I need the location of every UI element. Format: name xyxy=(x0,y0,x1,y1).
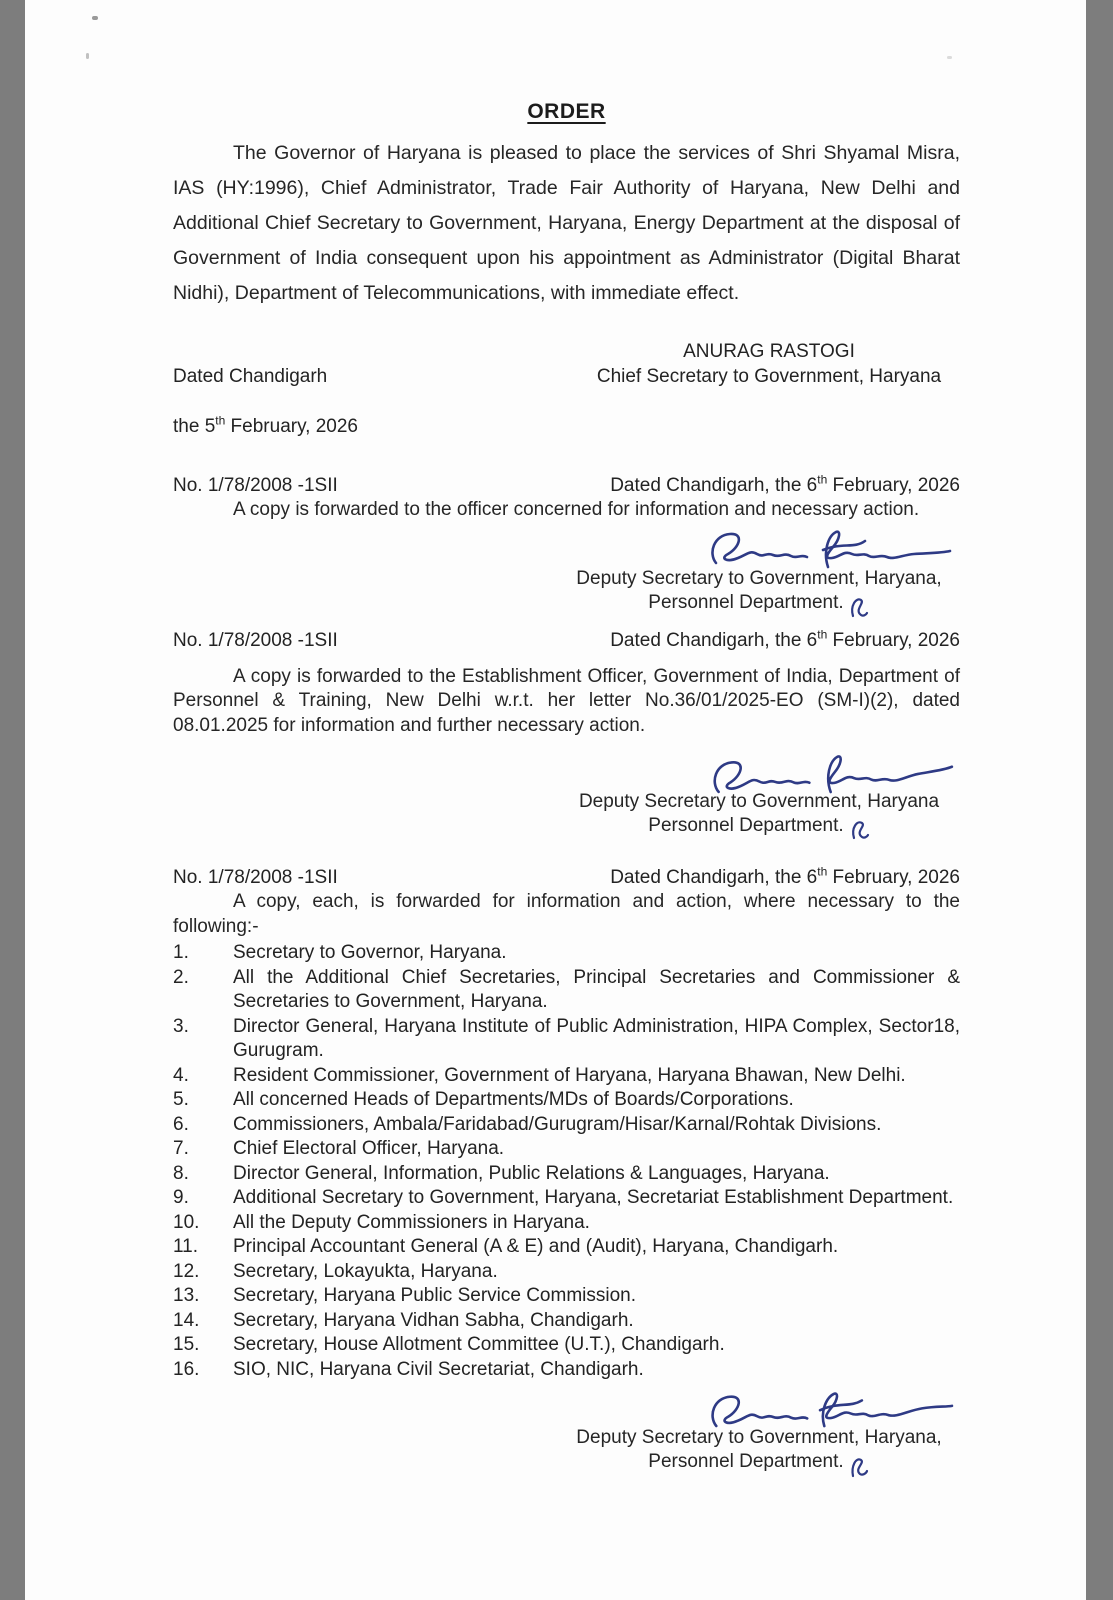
endorsement-date: Dated Chandigarh, the 6th February, 2026 xyxy=(610,627,960,651)
list-item xyxy=(173,941,960,966)
reference-number: No. 1/78/2008 -1SII xyxy=(173,629,338,651)
signature-designation-1: Deputy Secretary to Government, Haryana, xyxy=(576,1427,942,1448)
list-item xyxy=(173,966,960,1015)
initials-flourish-icon xyxy=(846,1453,870,1479)
dated-place: Dated Chandigarh xyxy=(173,366,328,387)
list-item xyxy=(173,1309,960,1334)
list-item xyxy=(173,1358,960,1383)
list-item-number: 8. xyxy=(173,1162,189,1184)
list-item-number: 7. xyxy=(173,1138,189,1159)
handwritten-signature-icon xyxy=(704,527,956,571)
handwritten-signature-icon xyxy=(703,746,956,799)
list-item-text: SIO, NIC, Haryana Civil Secretariat, Chandigarh. xyxy=(233,1358,644,1380)
list-item xyxy=(173,1088,960,1113)
list-item xyxy=(173,1162,960,1187)
reference-number: No. 1/78/2008 -1SII xyxy=(173,867,338,888)
initials-flourish-icon xyxy=(846,594,870,620)
list-item-number: 11. xyxy=(173,1236,199,1257)
scan-border-right xyxy=(1086,0,1113,1600)
list-item xyxy=(173,1186,960,1211)
list-item-number: 12. xyxy=(173,1260,200,1282)
recipients-list xyxy=(173,941,960,1382)
list-item-text: Director General, Haryana Institute of Public Administration, HIPA Complex, Sector18, Gurugram. xyxy=(233,1015,960,1061)
signature-designation-2: Personnel Department. xyxy=(558,591,960,620)
list-item-text: Secretary, Haryana Vidhan Sabha, Chandigarh. xyxy=(233,1309,634,1331)
list-item-text: Secretary, House Allotment Committee (U.T.), Chandigarh. xyxy=(233,1334,725,1355)
signature-block xyxy=(558,750,960,843)
list-item-text: Commissioners, Ambala/Faridabad/Gurugram/Hisar/Karnal/Rohtak Divisions. xyxy=(233,1113,882,1135)
list-item xyxy=(173,1260,960,1285)
list-item xyxy=(173,1235,960,1260)
endorsement-body: A copy is forwarded to the Establishment Officer, Government of India, Department of Personnel & Training, New Delhi w.r.t. her letter No.36/01/2025-EO (SM-I)(2), dated 08.01.2025 for information and further necessary action. xyxy=(173,665,960,736)
scan-border-left xyxy=(0,0,25,1600)
initials-flourish-icon xyxy=(846,817,870,843)
list-item-number: 16. xyxy=(173,1358,200,1380)
order-body-paragraph: The Governor of Haryana is pleased to place the services of Shri Shyamal Misra, IAS (HY:1996), Chief Administrator, Trade Fair Authority of Haryana, New Delhi and Additional Chief Secretary to Government, Haryana, Energy Department at the disposal of Government of India consequent upon his appointment as Administrator (Digital Bharat Nidhi), Department of Telecommunications, with immediate effect. xyxy=(173,142,960,304)
signature-block xyxy=(558,527,960,620)
handwritten-signature-icon xyxy=(704,1384,957,1432)
signature-designation-2: Personnel Department. xyxy=(558,814,960,843)
signature-designation-1: Deputy Secretary to Government, Haryana, xyxy=(576,567,942,589)
order-document xyxy=(173,100,960,1479)
dated-date: the 5th February, 2026 xyxy=(173,413,359,437)
list-item-number: 2. xyxy=(173,966,189,988)
scan-speck xyxy=(86,53,89,59)
list-item-text: Resident Commissioner, Government of Haryana, Haryana Bhawan, New Delhi. xyxy=(233,1064,906,1086)
endorsement-body: A copy is forwarded to the officer concerned for information and necessary action. xyxy=(233,499,920,520)
list-item-number: 4. xyxy=(173,1064,189,1086)
signature-designation-1: Deputy Secretary to Government, Haryana xyxy=(578,791,940,812)
endorsement-ref-row xyxy=(173,865,960,890)
list-item-number: 13. xyxy=(173,1285,200,1306)
endorsement-ref-row xyxy=(173,473,960,498)
endorsement-date: Dated Chandigarh, the 6th February, 2026 xyxy=(610,472,960,496)
list-item xyxy=(173,1284,960,1309)
list-item-text: Director General, Information, Public Relations & Languages, Haryana. xyxy=(233,1162,830,1184)
list-item-number: 9. xyxy=(173,1187,189,1208)
document-title: ORDER xyxy=(527,100,606,123)
list-item xyxy=(173,1211,960,1236)
dated-signatory-row xyxy=(173,339,960,464)
signature-block xyxy=(558,1386,960,1479)
signatory-designation: Chief Secretary to Government, Haryana xyxy=(596,366,942,387)
list-item-number: 15. xyxy=(173,1334,200,1355)
scan-speck xyxy=(92,16,98,20)
list-item xyxy=(173,1137,960,1162)
list-item-text: Secretary, Haryana Public Service Commission. xyxy=(233,1285,637,1306)
signatory-name: ANURAG RASTOGI xyxy=(683,341,855,362)
reference-number: No. 1/78/2008 -1SII xyxy=(173,475,338,496)
list-item xyxy=(173,1015,960,1064)
list-item-number: 1. xyxy=(173,942,189,963)
list-item-text: Principal Accountant General (A & E) and (Audit), Haryana, Chandigarh. xyxy=(233,1236,839,1257)
dated-place-block xyxy=(173,339,358,464)
list-item-number: 5. xyxy=(173,1089,189,1110)
list-item-text: Additional Secretary to Government, Haryana, Secretariat Establishment Department. xyxy=(233,1187,954,1208)
list-item xyxy=(173,1333,960,1358)
list-item-number: 10. xyxy=(173,1211,200,1233)
list-item-text: All concerned Heads of Departments/MDs of Boards/Corporations. xyxy=(233,1089,794,1110)
list-item-text: All the Deputy Commissioners in Haryana. xyxy=(233,1211,590,1233)
endorsement-ref-row xyxy=(173,628,960,653)
list-item xyxy=(173,1064,960,1089)
list-item xyxy=(173,1113,960,1138)
list-item-text: Chief Electoral Officer, Haryana. xyxy=(233,1138,505,1159)
endorsement-body: A copy, each, is forwarded for information and action, where necessary to the following:- xyxy=(173,891,960,937)
endorsement-date: Dated Chandigarh, the 6th February, 2026 xyxy=(610,864,960,888)
list-item-number: 3. xyxy=(173,1015,189,1037)
list-item-number: 14. xyxy=(173,1309,200,1331)
scan-speck xyxy=(947,56,952,59)
list-item-text: All the Additional Chief Secretaries, Principal Secretaries and Commissioner & Secretaries to Government, Haryana. xyxy=(233,966,960,1012)
list-item-text: Secretary to Governor, Haryana. xyxy=(233,942,507,963)
signature-designation-2: Personnel Department. xyxy=(558,1450,960,1479)
list-item-text: Secretary, Lokayukta, Haryana. xyxy=(233,1260,498,1282)
signatory-block xyxy=(578,339,960,389)
list-item-number: 6. xyxy=(173,1113,189,1135)
